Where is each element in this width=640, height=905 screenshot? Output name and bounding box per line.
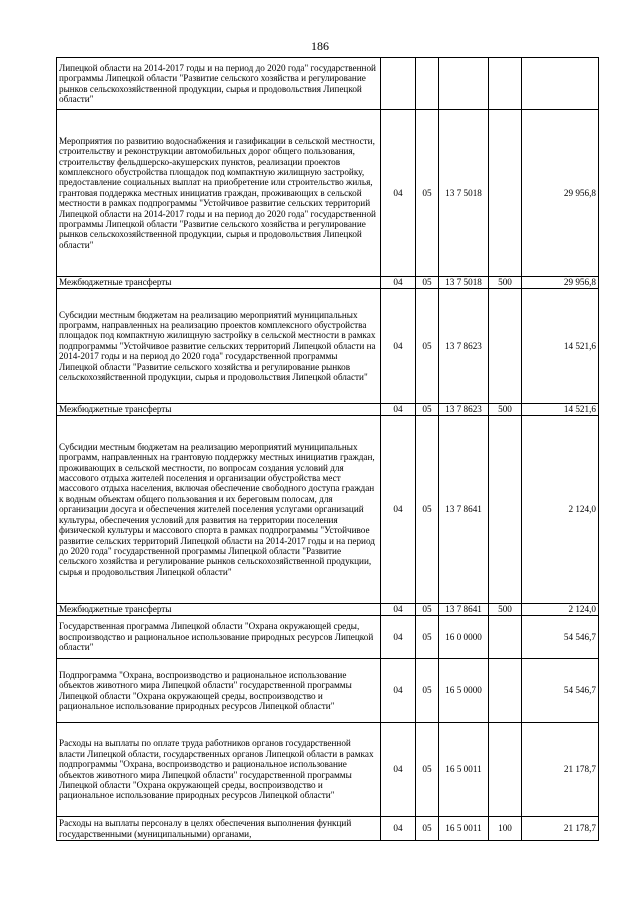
row-article: 16 5 0000 (439, 659, 489, 723)
row-expense-type (489, 110, 522, 277)
budget-table (56, 57, 599, 841)
table-row (57, 604, 599, 616)
row-section: 04 (381, 723, 416, 817)
row-subsection: 05 (416, 289, 439, 404)
row-amount: 21 178,7 (522, 817, 599, 841)
row-article: 13 7 8623 (439, 289, 489, 404)
row-description: Расходы на выплаты персоналу в целях обеспечения выполнения функций государственными (муниципальными) органами, (57, 817, 381, 841)
row-amount: 29 956,8 (522, 110, 599, 277)
table-row (57, 659, 599, 723)
row-subsection: 05 (416, 110, 439, 277)
row-subsection: 05 (416, 723, 439, 817)
row-section: 04 (381, 616, 416, 659)
row-subsection: 05 (416, 277, 439, 289)
row-expense-type: 500 (489, 277, 522, 289)
row-description: Мероприятия по развитию водоснабжения и газификации в сельской местности, строительству и реконструкции автомобильных дорог общего пользования, строительству фельдшерско-акушерских пунктов, реализации проектов комплексного обустройства площадок под компактную жилищную застройку, предоставление социальных выплат на приобретение или строительство жилья, грантовая поддержка местных инициатив граждан, проживающих в сельской местности в рамках подпрограммы "Устойчивое развитие сельских территорий Липецкой области на 2014-2017 годы и на период до 2020 года" государственной программы Липецкой области "Развитие сельского хозяйства и регулирование рынков сельскохозяйственной продукции, сырья и продовольствия Липецкой области" (57, 110, 381, 277)
row-subsection: 05 (416, 659, 439, 723)
row-article: 16 5 0011 (439, 723, 489, 817)
row-description: Государственная программа Липецкой области "Охрана окружающей среды, воспроизводство и рациональное использование природных ресурсов Липецкой области" (57, 616, 381, 659)
row-expense-type (489, 289, 522, 404)
row-article (439, 58, 489, 110)
row-amount: 54 546,7 (522, 616, 599, 659)
row-description: Субсидии местным бюджетам на реализацию мероприятий муниципальных программ, направленных на реализацию проектов комплексного обустройства площадок под компактную жилищную застройку в сельской местности в рамках подпрограммы "Устойчивое развитие сельских территорий Липецкой области на 2014-2017 годы и на период до 2020 года" государственной программы Липецкой области "Развитие сельского хозяйства и регулирование рынков сельскохозяйственной продукции, сырья и продовольствия Липецкой области" (57, 289, 381, 404)
table-row (57, 58, 599, 110)
row-subsection: 05 (416, 817, 439, 841)
row-description: Расходы на выплаты по оплате труда работников органов государственной власти Липецкой области, государственных органов Липецкой области в рамках подпрограммы "Охрана, воспроизводство и рациональное использование объектов животного мира Липецкой области" государственной программы Липецкой области "Охрана окружающей среды, воспроизводство и рациональное использование природных ресурсов Липецкой области" (57, 723, 381, 817)
row-amount: 2 124,0 (522, 416, 599, 604)
row-expense-type (489, 659, 522, 723)
row-expense-type (489, 416, 522, 604)
table-row (57, 723, 599, 817)
row-article: 16 5 0011 (439, 817, 489, 841)
row-section: 04 (381, 277, 416, 289)
row-amount: 14 521,6 (522, 289, 599, 404)
row-expense-type: 500 (489, 404, 522, 416)
row-description: Подпрограмма "Охрана, воспроизводство и рациональное использование объектов животного мира Липецкой области" государственной программы Липецкой области "Охрана окружающей среды, воспроизводство и рациональное использование природных ресурсов Липецкой области" (57, 659, 381, 723)
row-amount: 54 546,7 (522, 659, 599, 723)
row-article: 13 7 8623 (439, 404, 489, 416)
row-description: Липецкой области на 2014-2017 годы и на период до 2020 года" государственной программы Липецкой области "Развитие сельского хозяйства и регулирование рынков сельскохозяйственной продукции, сырья и продовольствия Липецкой области" (57, 58, 381, 110)
row-section: 04 (381, 604, 416, 616)
table-row (57, 817, 599, 841)
table-row (57, 404, 599, 416)
row-expense-type: 100 (489, 817, 522, 841)
row-amount: 29 956,8 (522, 277, 599, 289)
row-section: 04 (381, 289, 416, 404)
row-expense-type: 500 (489, 604, 522, 616)
row-article: 13 7 5018 (439, 110, 489, 277)
row-amount (522, 58, 599, 110)
table-row (57, 616, 599, 659)
row-amount: 2 124,0 (522, 604, 599, 616)
row-expense-type (489, 616, 522, 659)
row-article: 16 0 0000 (439, 616, 489, 659)
row-article: 13 7 5018 (439, 277, 489, 289)
row-expense-type (489, 58, 522, 110)
row-section: 04 (381, 110, 416, 277)
row-subsection: 05 (416, 616, 439, 659)
row-section: 04 (381, 817, 416, 841)
row-section: 04 (381, 404, 416, 416)
row-amount: 21 178,7 (522, 723, 599, 817)
row-description: Межбюджетные трансферты (57, 277, 381, 289)
row-subsection (416, 58, 439, 110)
row-article: 13 7 8641 (439, 604, 489, 616)
row-amount: 14 521,6 (522, 404, 599, 416)
table-row (57, 289, 599, 404)
row-description: Субсидии местным бюджетам на реализацию мероприятий муниципальных программ, направленных на грантовую поддержку местных инициатив граждан, проживающих в сельской местности, по вопросам создания условий для массового отдыха жителей поселения и организации обустройства мест массового отдыха населения, включая обеспечение свободного доступа граждан к водным объектам общего пользования и их береговым полосам, для организации досуга и обеспечения жителей поселения услугами организаций культуры, обеспечения условий для развития на территории поселения физической культуры и массового спорта в рамках подпрограммы "Устойчивое развитие сельских территорий Липецкой области на 2014-2017 годы и на период до 2020 года" государственной программы Липецкой области "Развитие сельского хозяйства и регулирование рынков сельскохозяйственной продукции, сырья и продовольствия Липецкой области" (57, 416, 381, 604)
page-number: 186 (311, 39, 329, 53)
row-section (381, 58, 416, 110)
row-section: 04 (381, 416, 416, 604)
row-description: Межбюджетные трансферты (57, 404, 381, 416)
row-description: Межбюджетные трансферты (57, 604, 381, 616)
table-row (57, 110, 599, 277)
row-expense-type (489, 723, 522, 817)
row-subsection: 05 (416, 404, 439, 416)
table-row (57, 416, 599, 604)
table-row (57, 277, 599, 289)
row-subsection: 05 (416, 416, 439, 604)
row-section: 04 (381, 659, 416, 723)
row-article: 13 7 8641 (439, 416, 489, 604)
row-subsection: 05 (416, 604, 439, 616)
